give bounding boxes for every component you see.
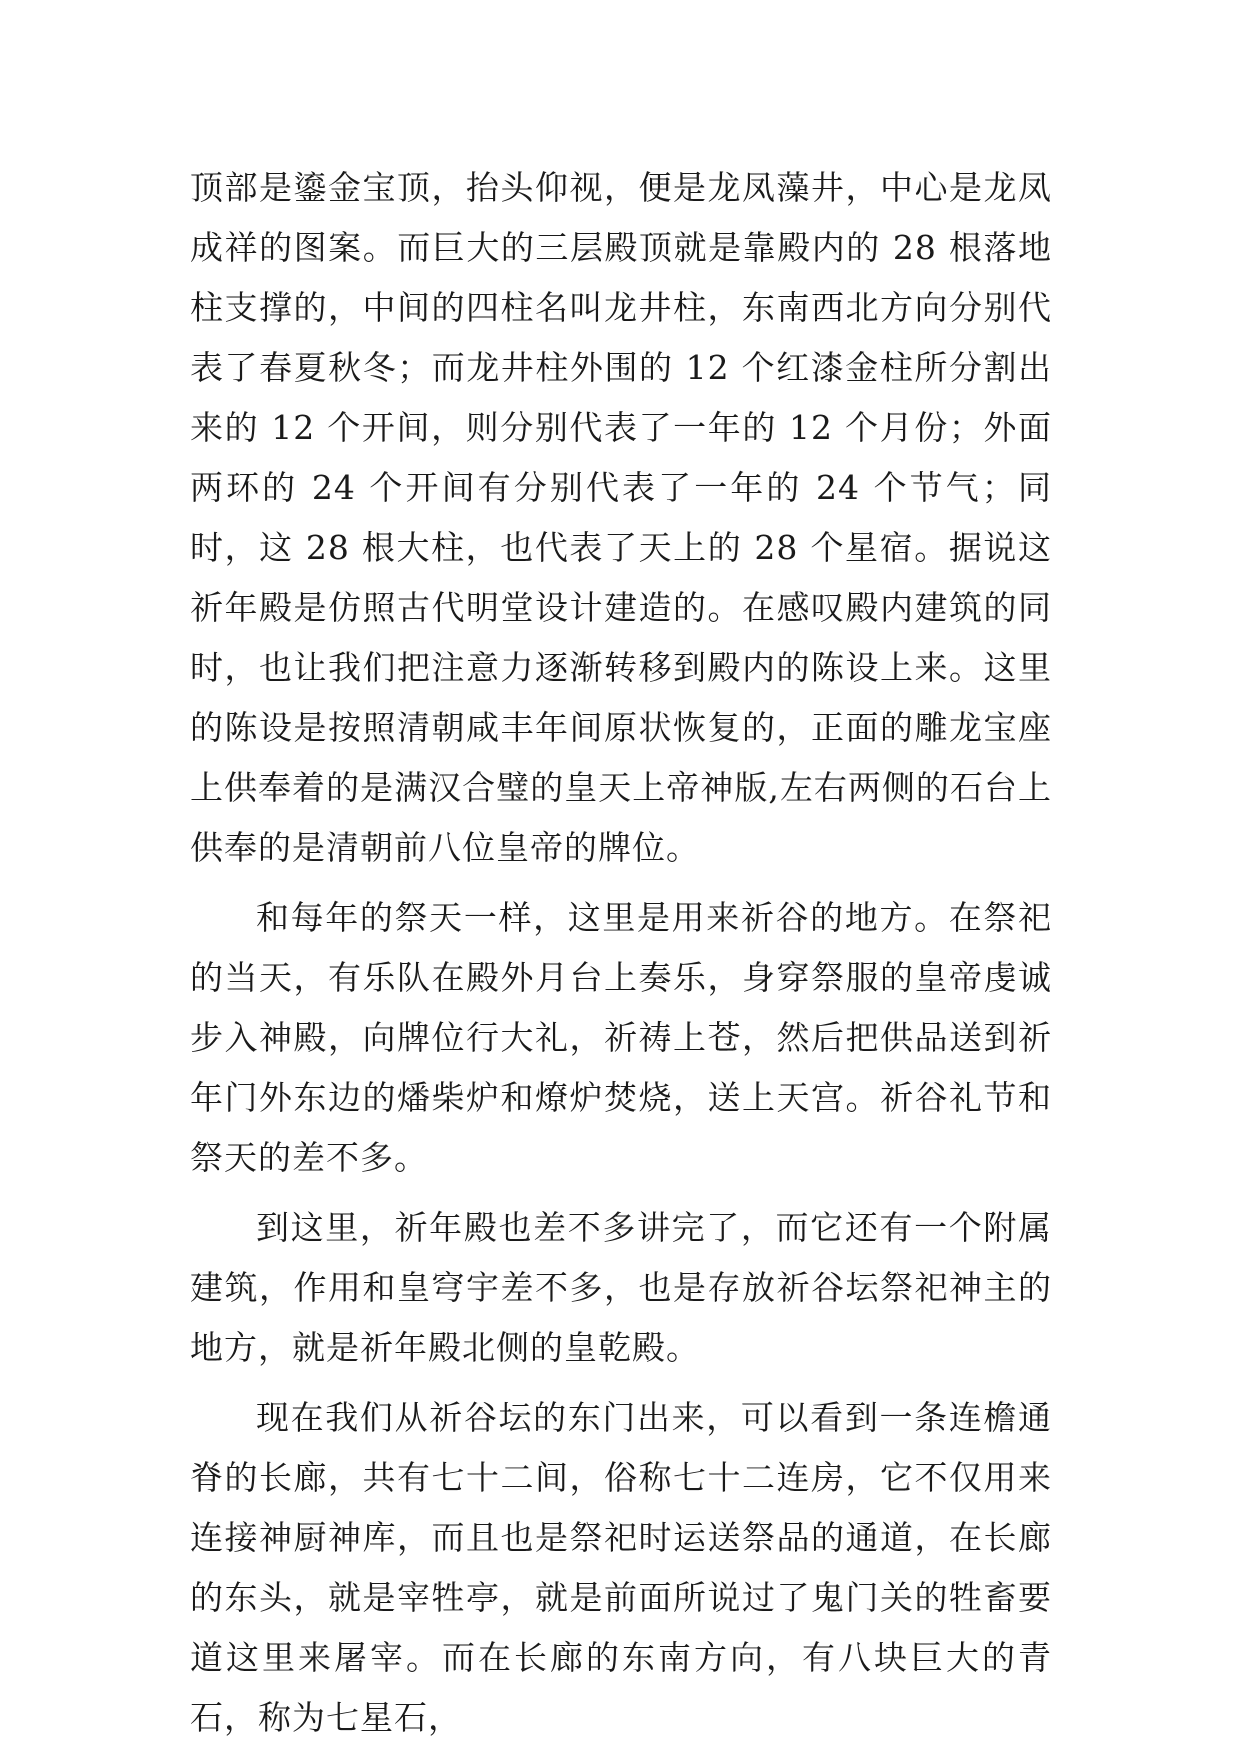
paragraph-qigu-ceremony: 和每年的祭天一样，这里是用来祈谷的地方。在祭祀的当天，有乐队在殿外月台上奏乐，身穿祭服的皇帝虔诚步入神殿，向牌位行大礼，祈祷上苍，然后把供品送到祈年门外东边的燔柴炉和燎炉焚烧，送上天宫。祈谷礼节和祭天的差不多。 bbox=[190, 898, 1052, 1177]
paragraph-long-corridor: 现在我们从祈谷坛的东门出来，可以看到一条连檐通脊的长廊，共有七十二间，俗称七十二连房，它不仅用来连接神厨神库，而且也是祭祀时运送祭品的通道，在长廊的东头，就是宰牲亭，就是前面所说过了鬼门关的牲畜要道这里来屠宰。而在长廊的东南方向，有八块巨大的青石，称为七星石， bbox=[190, 1398, 1052, 1737]
document-body bbox=[190, 158, 1052, 1758]
paragraph-huangqian-hall: 到这里，祈年殿也差不多讲完了，而它还有一个附属建筑，作用和皇穹宇差不多，也是存放祈谷坛祭祀神主的地方，就是祈年殿北侧的皇乾殿。 bbox=[190, 1208, 1052, 1367]
paragraph-qiniandian-interior: 顶部是鎏金宝顶，抬头仰视，便是龙凤藻井，中心是龙凤成祥的图案。而巨大的三层殿顶就是靠殿内的 28 根落地柱支撑的，中间的四柱名叫龙井柱，东南西北方向分别代表了春夏秋冬；而龙井柱外围的 12 个红漆金柱所分割出来的 12 个开间，则分别代表了一年的 12 个月份；外面两环的 24 个开间有分别代表了一年的 24 个节气；同时，这 28 根大柱，也代表了天上的 28 个星宿。据说这祈年殿是仿照古代明堂设计建造的。在感叹殿内建筑的同时，也让我们把注意力逐渐转移到殿内的陈设上来。这里的陈设是按照清朝咸丰年间原状恢复的，正面的雕龙宝座上供奉着的是满汉合璧的皇天上帝神版,左右两侧的石台上供奉的是清朝前八位皇帝的牌位。 bbox=[190, 168, 1052, 867]
